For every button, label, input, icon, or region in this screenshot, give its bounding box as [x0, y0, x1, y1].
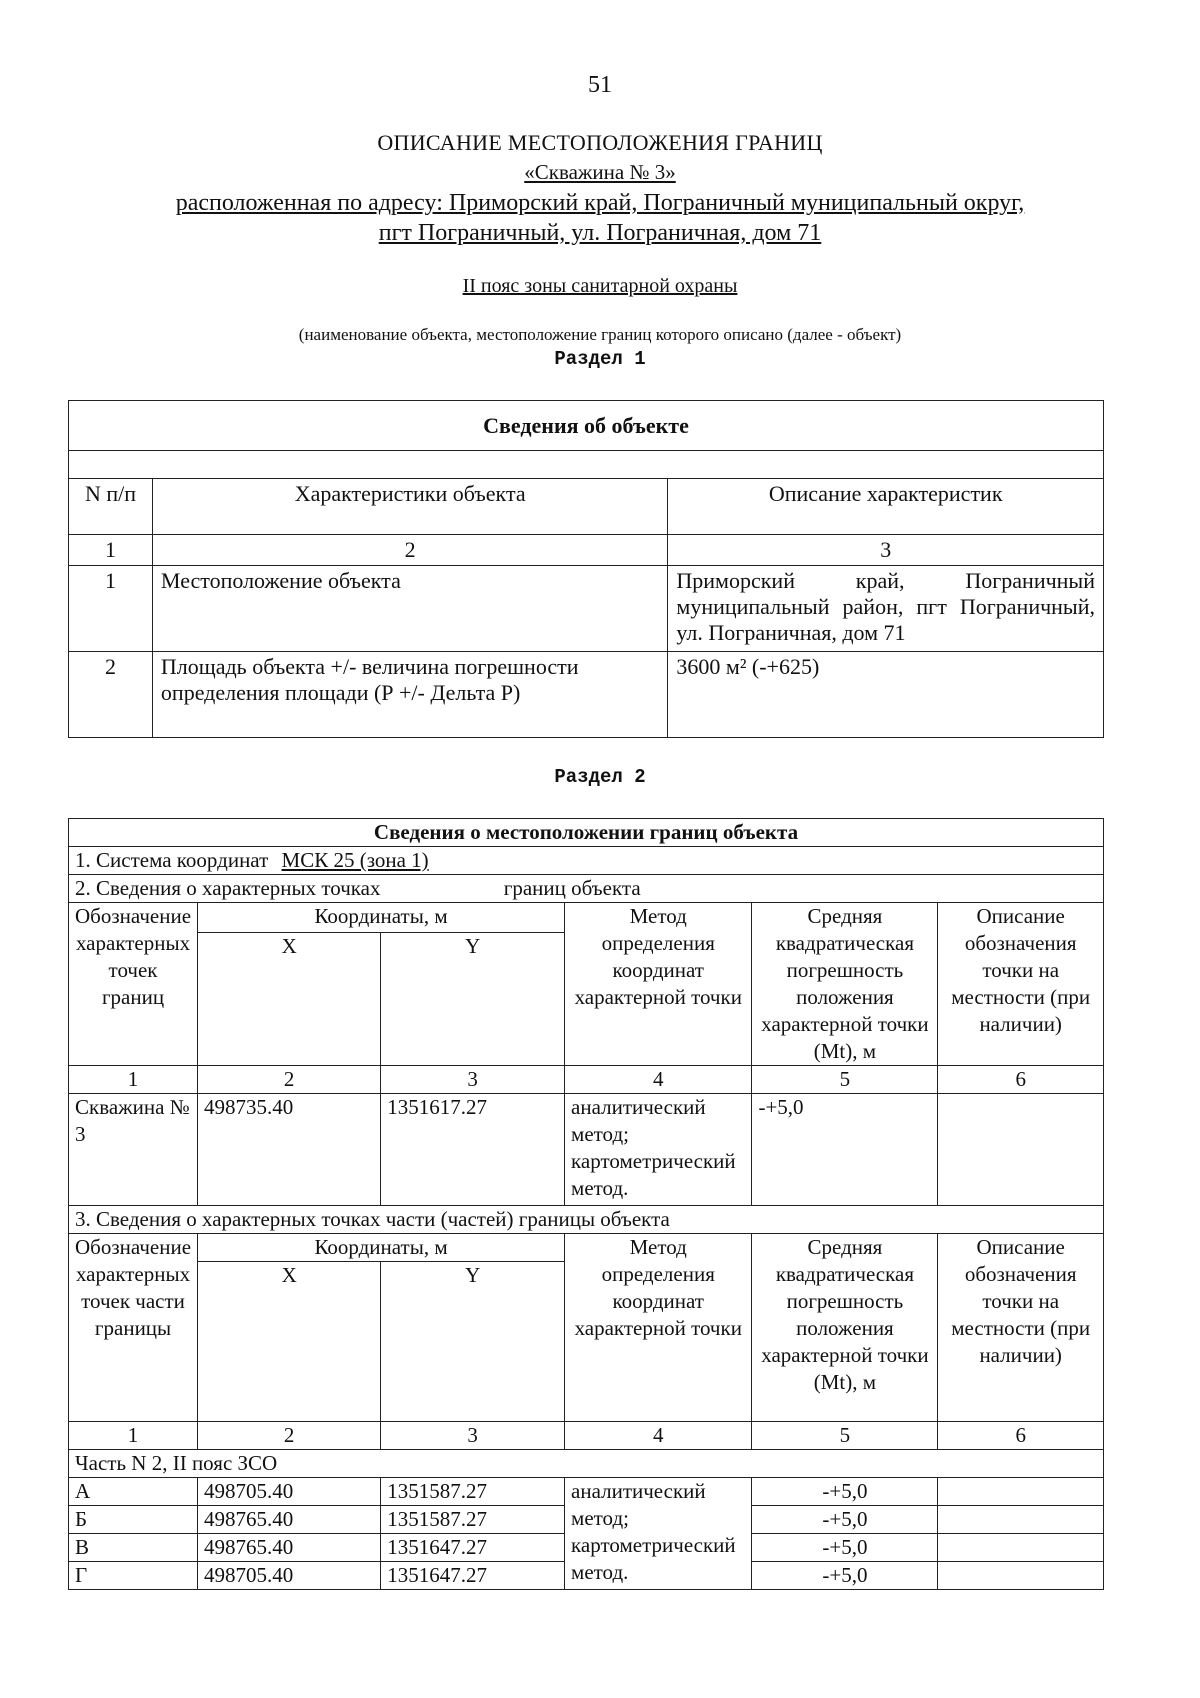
header-y: Y — [381, 933, 565, 1066]
header-characteristics: Характеристики объекта — [152, 479, 667, 535]
points-label-b: границ объекта — [503, 876, 641, 900]
object-address — [0, 188, 1200, 248]
coord-system-value: МСК 25 (зона 1) — [281, 848, 429, 872]
col-number: 6 — [938, 1066, 1104, 1094]
point-x: 498735.40 — [198, 1094, 381, 1206]
point-method: аналитический метод; картометрический метод. — [565, 1094, 752, 1206]
header-n: N п/п — [69, 479, 153, 535]
object-info-table — [68, 400, 1104, 738]
point-y: 1351617.27 — [381, 1094, 565, 1206]
row-name: Местоположение объекта — [152, 566, 667, 652]
page-number: 51 — [588, 72, 612, 98]
col-number: 2 — [198, 1066, 381, 1094]
header-designation: Обозначение характерных точек части границы — [69, 1234, 198, 1422]
document-title: ОПИСАНИЕ МЕСТОПОЛОЖЕНИЯ ГРАНИЦ — [377, 130, 823, 155]
table-row — [69, 566, 1104, 652]
header-accuracy: Средняя квадратическая погрешность положения характерной точки (Mt), м — [752, 1234, 938, 1422]
point-x: 498705.40 — [198, 1478, 381, 1506]
boundary-table — [68, 818, 1104, 1590]
table-title: Сведения о местоположении границ объекта — [69, 819, 1104, 847]
col-number: 6 — [938, 1422, 1104, 1450]
point-y: 1351647.27 — [381, 1534, 565, 1562]
point-name: Б — [69, 1506, 198, 1534]
coord-system-label: 1. Система координат — [75, 848, 269, 872]
point-accuracy: -+5,0 — [752, 1562, 938, 1590]
point-name: Скважина № 3 — [69, 1094, 198, 1206]
table-row — [69, 652, 1104, 738]
point-description — [938, 1534, 1104, 1562]
row-number: 2 — [69, 652, 153, 738]
point-name: Г — [69, 1562, 198, 1590]
point-description — [938, 1478, 1104, 1506]
point-x: 498765.40 — [198, 1506, 381, 1534]
point-accuracy: -+5,0 — [752, 1094, 938, 1206]
section-1-label: Раздел 1 — [554, 348, 646, 370]
col-number: 5 — [752, 1066, 938, 1094]
empty-row — [69, 451, 1104, 479]
col-number: 3 — [381, 1422, 565, 1450]
point-description — [938, 1506, 1104, 1534]
header-method: Метод определения координат характерной точки — [565, 903, 752, 1066]
point-y: 1351587.27 — [381, 1478, 565, 1506]
col-number: 1 — [69, 1422, 198, 1450]
header-y: Y — [381, 1262, 565, 1422]
table-row — [69, 1094, 1104, 1206]
points-label-a: 2. Сведения о характерных точках — [75, 876, 381, 900]
header-coords: Координаты, м — [198, 1234, 565, 1262]
col-number: 4 — [565, 1422, 752, 1450]
row-value: 3600 м² (-+625) — [668, 652, 1104, 738]
points-label-row — [69, 875, 1104, 903]
part-name-row: Часть N 2, II пояс ЗСО — [69, 1450, 1104, 1478]
header-description: Описание характеристик — [668, 479, 1104, 535]
point-name: В — [69, 1534, 198, 1562]
address-line-2: пгт Пограничный, ул. Пограничная, дом 71 — [378, 220, 822, 246]
point-name: А — [69, 1478, 198, 1506]
object-name: «Скважина № 3» — [524, 160, 676, 184]
point-description — [938, 1562, 1104, 1590]
header-coords: Координаты, м — [198, 903, 565, 933]
col-number: 3 — [381, 1066, 565, 1094]
col-number: 2 — [198, 1422, 381, 1450]
point-accuracy: -+5,0 — [752, 1534, 938, 1562]
point-accuracy: -+5,0 — [752, 1506, 938, 1534]
point-y: 1351587.27 — [381, 1506, 565, 1534]
point-y: 1351647.27 — [381, 1562, 565, 1590]
part-method: аналитический метод; картометрический метод. — [565, 1478, 752, 1590]
point-x: 498705.40 — [198, 1562, 381, 1590]
header-accuracy: Средняя квадратическая погрешность положения характерной точки (Mt), м — [752, 903, 938, 1066]
col-number: 1 — [69, 535, 153, 566]
col-number: 3 — [668, 535, 1104, 566]
col-number: 2 — [152, 535, 667, 566]
point-description — [938, 1094, 1104, 1206]
table-title: Сведения об объекте — [69, 401, 1104, 451]
point-x: 498765.40 — [198, 1534, 381, 1562]
zone-label: II пояс зоны санитарной охраны — [462, 275, 738, 297]
header-x: X — [198, 1262, 381, 1422]
header-description: Описание обозначения точки на местности (при наличии) — [938, 1234, 1104, 1422]
header-x: X — [198, 933, 381, 1066]
row-name: Площадь объекта +/- величина погрешности определения площади (Р +/- Дельта Р) — [152, 652, 667, 738]
header-description: Описание обозначения точки на местности (при наличии) — [938, 903, 1104, 1066]
coord-system-row — [69, 847, 1104, 875]
section-2-label: Раздел 2 — [554, 766, 646, 788]
table-row — [69, 1478, 1104, 1506]
row-value: Приморский край, Пограничный муниципальный район, пгт Пограничный, ул. Пограничная, дом 71 — [668, 566, 1104, 652]
part-label-row: 3. Сведения о характерных точках части (частей) границы объекта — [69, 1206, 1104, 1234]
object-note: (наименование объекта, местоположение границ которого описано (далее - объект) — [298, 325, 902, 344]
header-method: Метод определения координат характерной точки — [565, 1234, 752, 1422]
col-number: 5 — [752, 1422, 938, 1450]
address-line-1: расположенная по адресу: Приморский край, Пограничный муниципальный округ, — [175, 190, 1025, 216]
col-number: 4 — [565, 1066, 752, 1094]
row-number: 1 — [69, 566, 153, 652]
point-accuracy: -+5,0 — [752, 1478, 938, 1506]
col-number: 1 — [69, 1066, 198, 1094]
header-designation: Обозначение характерных точек границ — [69, 903, 198, 1066]
